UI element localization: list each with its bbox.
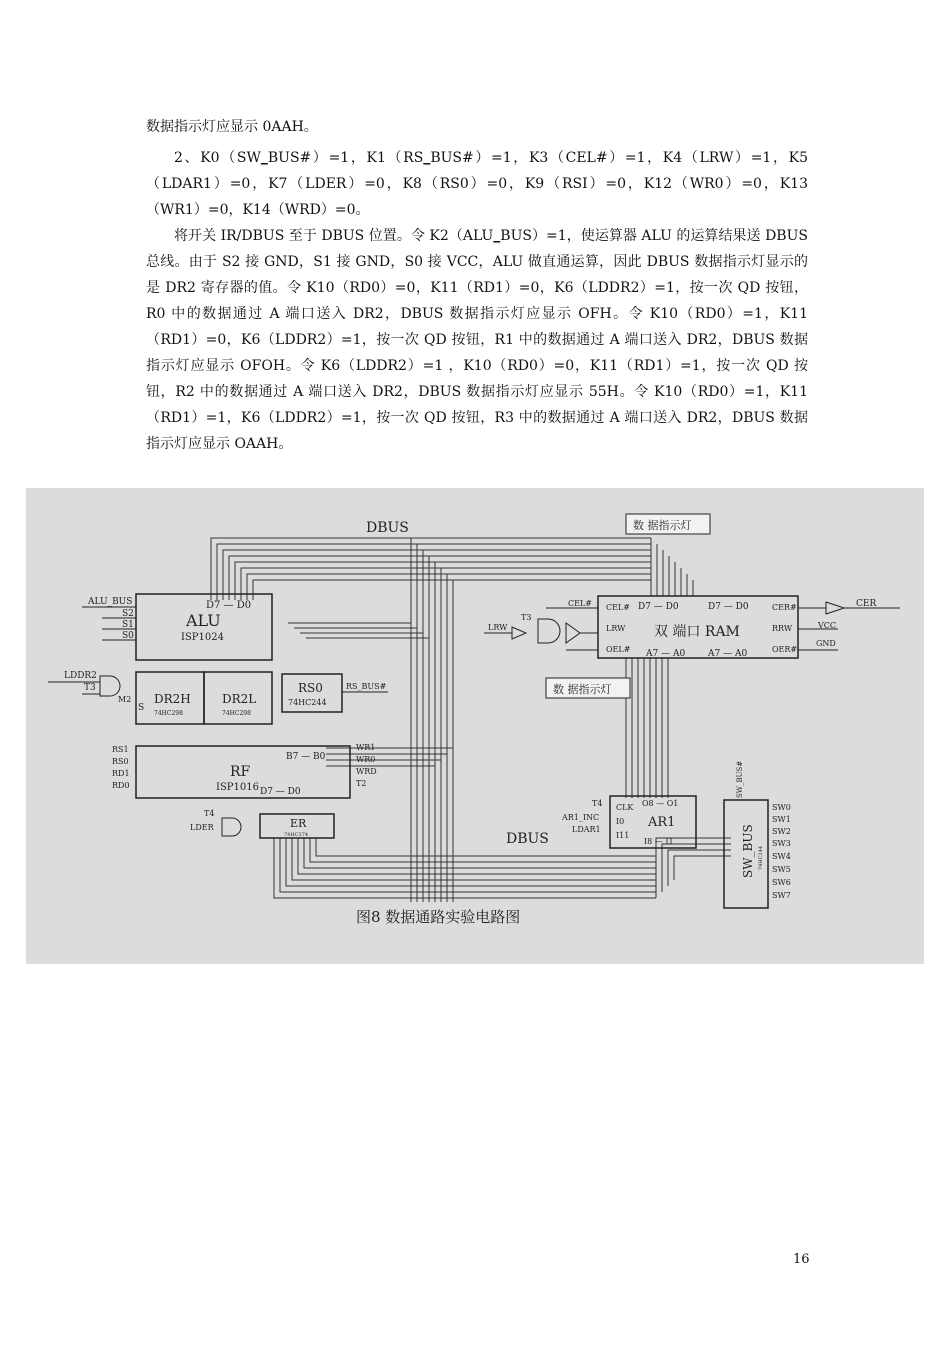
t3-signal: T3 xyxy=(84,683,96,693)
ldar1-signal: LDAR1 xyxy=(572,825,601,834)
alu-chip: ISP1024 xyxy=(181,632,224,643)
rs0-name: RS0 xyxy=(298,681,323,695)
ar1-i0: I0 xyxy=(616,817,625,826)
sw-bus-name: SW_BUS xyxy=(741,824,755,878)
text-line-1: 数据指示灯应显示 0AAH。 xyxy=(146,119,318,135)
figure-caption: 图8 数据通路实验电路图 xyxy=(356,908,521,926)
alu-s0: S0 xyxy=(122,631,134,641)
lrw-signal: LRW xyxy=(488,623,508,632)
sw2-label: SW2 xyxy=(772,827,791,836)
lddr2-signal: LDDR2 xyxy=(64,671,97,681)
dr2l-name: DR2L xyxy=(222,692,257,706)
ram-cel: CEL# xyxy=(606,603,630,612)
sw-bus-signal: SW_BUS# xyxy=(736,760,744,798)
ram-rrw: RRW xyxy=(772,624,793,633)
ram-oer: OER# xyxy=(772,645,798,654)
alu-bus-signal: ALU_BUS xyxy=(88,597,133,607)
ram-name: 双 端口 RAM xyxy=(654,624,740,640)
ram-a1: A7 — A0 xyxy=(646,649,686,659)
paragraph-3: 将开关 IR/DBUS 至于 DBUS 位置。令 K2（ALU_BUS）=1，使运算器 ALU 的运算结果送 DBUS 总线。由于 S2 接 GND，S1 接 GND，S0 接 VCC，ALU 做直通运算，因此 DBUS 数据指示灯显示的是 DR2 寄存器的值。令 K10（RD0）=0，K11（RD1）=0，K6（LDDR2）=1，按一次 QD 按钮，R0 中的数据通过 A 端口送入 DR2，DBUS 数据指示灯应显示 OFH。令 K10（RD0）=1，K11（RD1）=0，K6（LDDR2）=1，按一次 QD 按钮，R1 中的数据通过 A 端口送入 DR2，DBUS 数据指示灯应显示 OFOH。令 K6（LDDR2）=1 ，K10（RD0）=0，K11（RD1）=1，按一次 QD 按钮，R2 中的数据通过 A 端口送入 DR2，DBUS 数据指示灯应显示 55H。令 K10（RD0）=1，K11（RD1）=1，K6（LDDR2）=1，按一次 QD 按钮，R3 中的数据通过 A 端口送入 DR2，DBUS 数据指示灯应显示 OAAH。 xyxy=(146,228,808,452)
dr2l-chip: 74HC298 xyxy=(222,710,251,717)
dbus-bottom-label: DBUS xyxy=(506,831,549,847)
dr2h-name: DR2H xyxy=(154,692,191,706)
sw5-label: SW5 xyxy=(772,865,791,874)
sw0-label: SW0 xyxy=(772,803,791,812)
ram-d2: D7 — D0 xyxy=(708,602,749,612)
rf-out-bits: D7 — D0 xyxy=(260,787,301,797)
ram-oel: OEL# xyxy=(606,645,631,654)
rf-in-bits: B7 — B0 xyxy=(286,752,326,762)
sw4-label: SW4 xyxy=(772,852,791,861)
cer-signal: CER xyxy=(856,599,877,609)
page-number: 16 xyxy=(793,1252,810,1267)
er-chip: 74HC374 xyxy=(284,832,309,838)
rf-rs0: RS0 xyxy=(112,757,129,766)
ar1-name: AR1 xyxy=(648,815,676,830)
rf-wrd: WRD xyxy=(356,767,377,776)
ar1-clk: CLK xyxy=(616,803,634,812)
alu-bits: D7 — D0 xyxy=(206,600,252,611)
ram-t3-signal: T3 xyxy=(521,613,532,622)
rs-bus-signal: RS_BUS# xyxy=(346,682,387,691)
dbus-top-label: DBUS xyxy=(366,520,409,536)
rf-t2: T2 xyxy=(356,779,367,788)
alu-s2: S2 xyxy=(122,609,134,619)
ram-lrw: LRW xyxy=(606,624,626,633)
rf-chip: ISP1016 xyxy=(216,782,259,793)
dr2h-chip: 74HC298 xyxy=(154,710,183,717)
ar1-i-bits: I8 — I1 xyxy=(644,837,674,846)
rf-name: RF xyxy=(230,764,251,780)
er-name: ER xyxy=(290,817,307,830)
rf-rd1: RD1 xyxy=(112,769,130,778)
sw3-label: SW3 xyxy=(772,839,791,848)
ar1-o-bits: O8 — O1 xyxy=(642,799,679,808)
sw7-label: SW7 xyxy=(772,891,791,900)
vcc-label: VCC xyxy=(818,621,837,630)
rf-wr1: WR1 xyxy=(356,743,376,752)
alu-s1: S1 xyxy=(122,620,134,630)
paragraph-2: 2、K0（SW_BUS#）=1，K1（RS_BUS#）=1，K3（CEL#）=1，K4（LRW）=1，K5（LDAR1）=0，K7（LDER）=0，K8（RS0）=0，K9（RSI）=0，K12（WR0）=0，K13（WR1）=0，K14（WRD）=0。 xyxy=(146,150,808,218)
rf-wr0: WR0 xyxy=(356,755,376,764)
circuit-figure xyxy=(26,488,924,964)
ar1-inc-signal: AR1_INC xyxy=(562,813,600,822)
er-t4-signal: T4 xyxy=(204,809,215,818)
ar1-t4-signal: T4 xyxy=(592,799,603,808)
rf-rd0: RD0 xyxy=(112,781,130,790)
ram-d1: D7 — D0 xyxy=(638,602,679,612)
circuit-diagram xyxy=(26,488,924,964)
gnd-label: GND xyxy=(816,639,836,648)
led-indicator-top: 数 据指示灯 xyxy=(633,519,692,532)
sw-bus-chip: 74HC244 xyxy=(758,845,764,870)
alu-name: ALU xyxy=(186,611,221,630)
led-indicator-mid: 数 据指示灯 xyxy=(553,683,612,696)
rs0-chip: 74HC244 xyxy=(288,698,327,707)
lder-signal: LDER xyxy=(190,823,214,832)
ar1-i11: I11 xyxy=(616,831,630,840)
sw6-label: SW6 xyxy=(772,878,791,887)
m2-signal: M2 xyxy=(118,695,132,704)
ram-a2: A7 — A0 xyxy=(708,649,748,659)
s-signal: S xyxy=(138,703,145,713)
cel-signal: CEL# xyxy=(568,599,592,608)
sw1-label: SW1 xyxy=(772,815,791,824)
rf-rs1: RS1 xyxy=(112,745,129,754)
ram-cer: CER# xyxy=(772,603,797,612)
